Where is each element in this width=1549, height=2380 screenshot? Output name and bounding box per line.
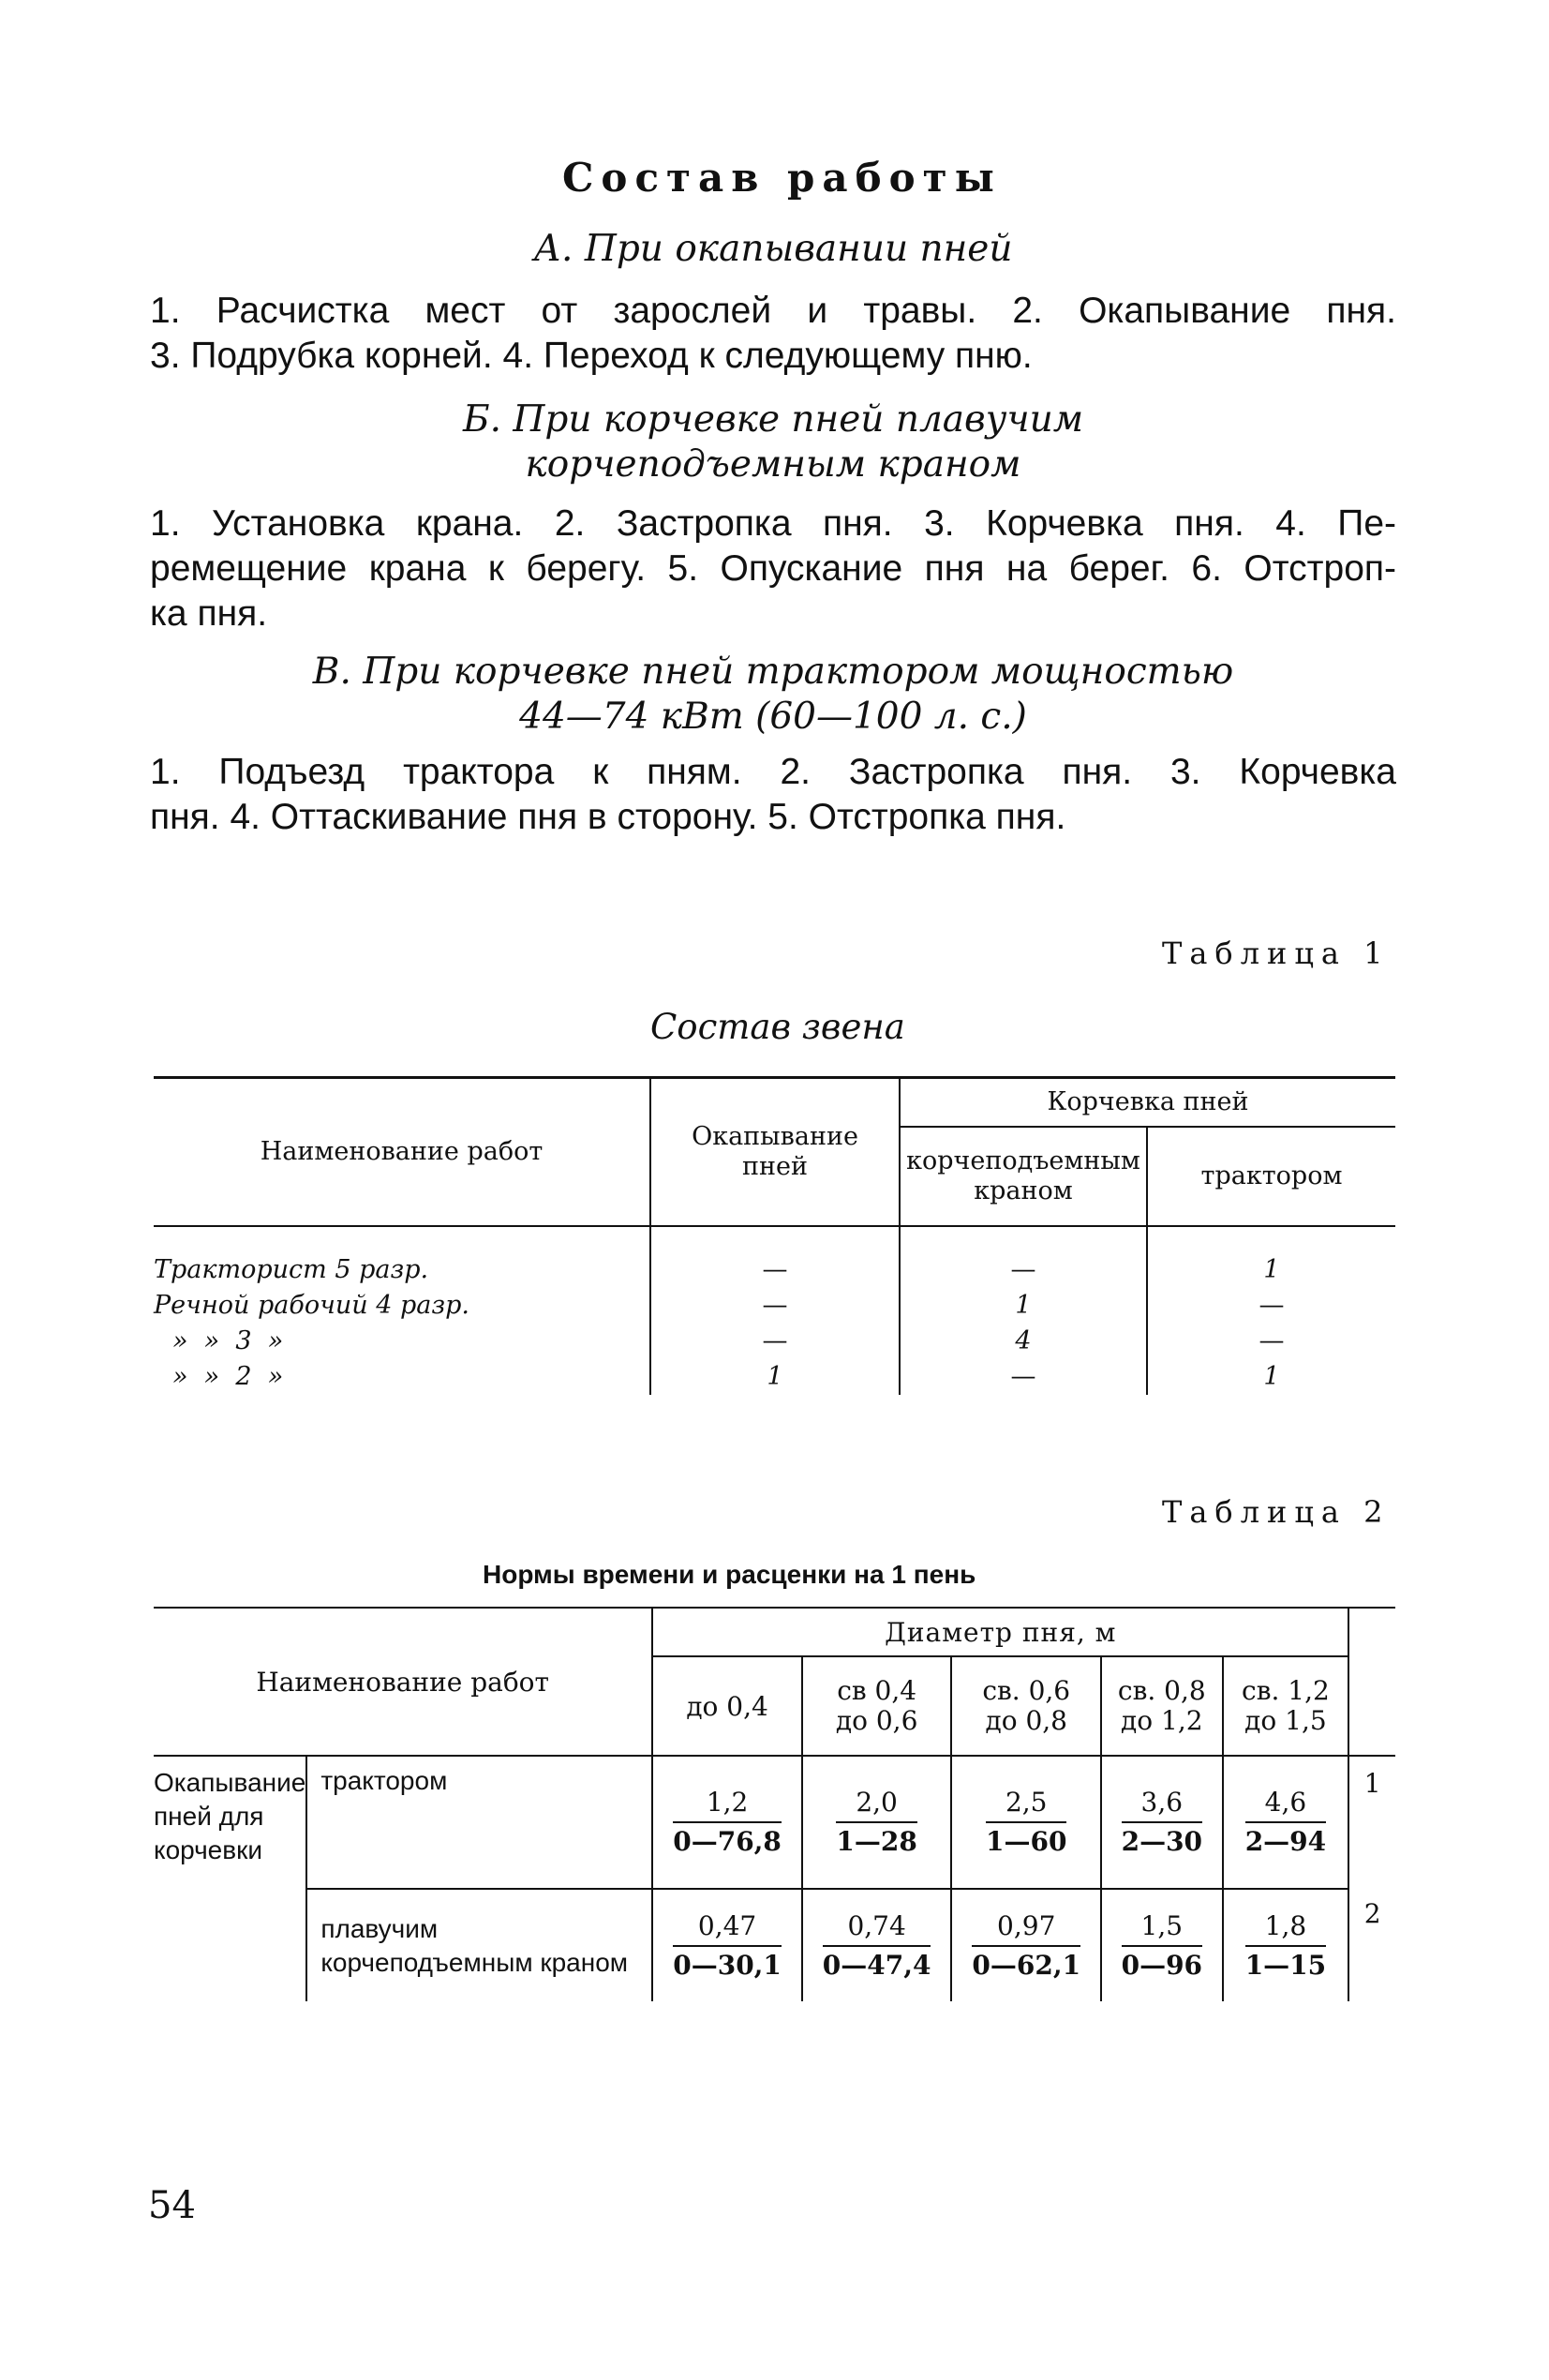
table-2-value: $\frac{2,5}{1—60}$ [986, 1784, 1066, 1861]
section-c-title-line: В. При корчевке пней трактором мощностью [312, 651, 1234, 693]
table-2-row-name: плавучим корчеподъемным краном [306, 1889, 652, 2001]
table-1-cell: — [650, 1324, 900, 1359]
table-1-cell: 1 [900, 1288, 1147, 1324]
page-number: 54 [148, 2184, 196, 2227]
table-2-row-number: 2 [1363, 1898, 1381, 1929]
table-1-cell: 1 [1263, 1362, 1280, 1391]
section-b-title [150, 397, 1396, 487]
table-1-title: Состав звена [650, 1007, 905, 1047]
table-2 [154, 1607, 1395, 2001]
table-2-title: Нормы времени и расценки на 1 пень [483, 1560, 976, 1589]
section-c-title-line: 44—74 кВт (60—100 л. с.) [519, 696, 1027, 738]
table-1-cell: 4 [900, 1324, 1147, 1359]
table-2-label: Таблица 2 [1162, 1494, 1391, 1530]
table-1-cell: » » 3 » [154, 1324, 650, 1359]
table-2-header-name: Наименование работ [154, 1608, 652, 1756]
section-a-line: 1. Расчистка мест от зарослей и травы. 2. Окапывание пня. [150, 291, 1396, 331]
table-row [154, 1889, 1395, 2001]
table-2-value: $\frac{2,0}{1—28}$ [836, 1784, 916, 1861]
section-b-line: ремещение крана к берегу. 5. Опускание пня на берег. 6. Отстроп- [150, 548, 1396, 589]
page-heading: Состав работы [562, 155, 1002, 201]
table-2-header-col: св. 0,6 до 0,8 [951, 1656, 1101, 1756]
table-2-header-col: св. 1,2 до 1,5 [1223, 1656, 1349, 1756]
section-a-line: 3. Подрубка корней. 4. Переход к следующему пню. [150, 336, 1033, 376]
section-c-text [150, 750, 1396, 840]
table-1-header-crane: корчеподъемным краном [900, 1127, 1147, 1226]
table-2-value: $\frac{4,6}{2—94}$ [1245, 1784, 1326, 1861]
section-c-title [150, 650, 1396, 740]
table-2-value: $\frac{0,47}{0—30,1}$ [673, 1908, 782, 1984]
table-1-cell: Речной рабочий 4 разр. [154, 1288, 650, 1324]
table-1-header-dig: Окапывание пней [650, 1078, 900, 1226]
table-2-value: $\frac{3,6}{2—30}$ [1122, 1784, 1202, 1861]
table-1-header-uproot: Корчевка пней [900, 1078, 1395, 1127]
section-c-line: 1. Подъезд трактора к пням. 2. Застропка пня. 3. Корчевка [150, 752, 1396, 792]
table-1-label: Таблица 1 [1162, 936, 1391, 971]
table-1-cell: 1 [650, 1359, 900, 1395]
table-row [154, 1288, 1395, 1324]
table-1-cell: 1 [1263, 1255, 1280, 1284]
table-1-cell: — [650, 1288, 900, 1324]
table-2-value: $\frac{0,74}{0—47,4}$ [823, 1908, 931, 1984]
table-2-row-name: трактором [306, 1756, 652, 1889]
table-row [154, 1756, 1395, 1889]
table-2-value: $\frac{0,97}{0—62,1}$ [972, 1908, 1080, 1984]
section-a-text [150, 289, 1396, 379]
table-1-cell: » » 2 » [154, 1359, 650, 1395]
section-c-line: пня. 4. Оттаскивание пня в сторону. 5. Отстропка пня. [150, 797, 1066, 837]
table-1-cell: — [900, 1252, 1147, 1288]
table-row [154, 1324, 1395, 1359]
table-1-cell: — [650, 1252, 900, 1288]
section-b-title-line: Б. При корчевке пней плавучим [462, 398, 1084, 441]
table-2-header-col: св 0,4 до 0,6 [802, 1656, 952, 1756]
table-2-header-col: до 0,4 [652, 1656, 801, 1756]
table-1-cell: — [1259, 1291, 1285, 1320]
table-1-cell: Тракторист 5 разр. [154, 1252, 650, 1288]
table-1-header-name: Наименование работ [154, 1078, 650, 1226]
table-row [154, 1252, 1395, 1288]
table-1-cell: — [900, 1359, 1147, 1395]
table-2-header-diameter: Диаметр пня, м [652, 1608, 1348, 1656]
section-a-title: А. При окапывании пней [533, 228, 1013, 270]
table-2-group-label: Окапывание пней для корчевки [154, 1756, 306, 2001]
table-1 [154, 1076, 1395, 1395]
table-2-value: $\frac{1,8}{1—15}$ [1245, 1908, 1326, 1984]
table-2-value: $\frac{1,2}{0—76,8}$ [673, 1784, 782, 1861]
table-2-row-number: 1 [1363, 1768, 1381, 1799]
section-b-line: 1. Установка крана. 2. Застропка пня. 3. Корчевка пня. 4. Пе- [150, 503, 1396, 544]
table-row [154, 1359, 1395, 1395]
table-1-header-tractor: трактором [1147, 1127, 1395, 1226]
table-2-header-col: св. 0,8 до 1,2 [1101, 1656, 1223, 1756]
section-b-line: ка пня. [150, 593, 268, 634]
table-2-value: $\frac{1,5}{0—96}$ [1122, 1908, 1202, 1984]
section-b-title-line: корчеподъемным краном [525, 443, 1021, 486]
table-1-cell: — [1259, 1326, 1285, 1355]
section-b-text [150, 501, 1396, 636]
